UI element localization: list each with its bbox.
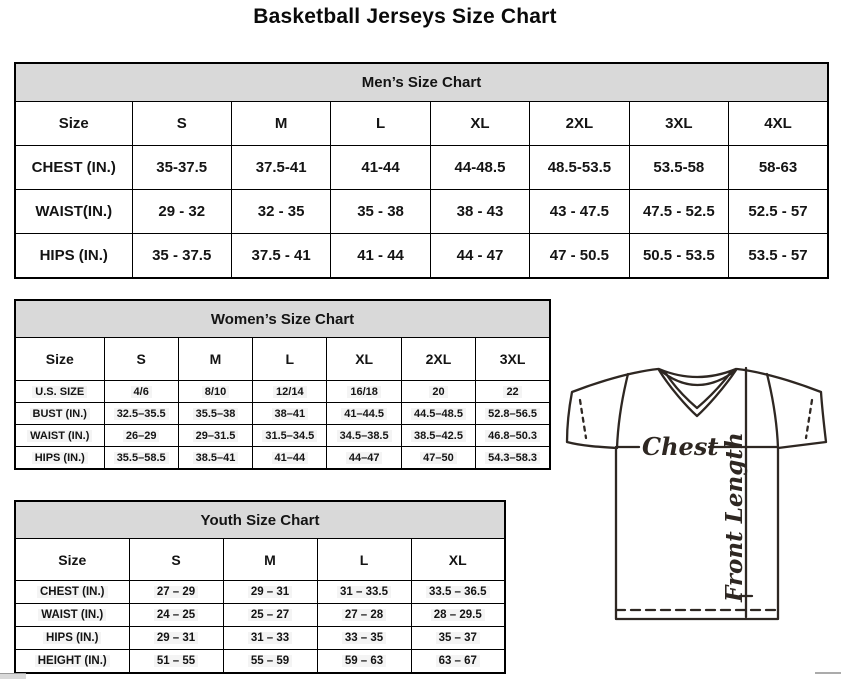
size-cell [729,146,828,190]
size-cell-text: 41 - 44 [357,247,404,264]
row-label-text: HIPS (IN.) [43,632,101,644]
table-row [15,146,828,190]
size-cell [401,403,475,425]
size-cell [327,381,401,403]
size-cell [629,190,728,234]
column-header: 3XL [629,102,728,146]
column-header: M [231,102,330,146]
size-cell-text: 54.3–58.3 [485,452,540,464]
column-header: XL [327,338,401,381]
size-cell [253,447,327,470]
size-cell-text: 31 – 33 [248,632,292,644]
row-label [15,650,129,674]
row-label [15,447,104,470]
size-cell-text: 4/6 [131,386,152,398]
row-label [15,627,129,650]
row-label [15,581,129,604]
column-header: S [104,338,178,381]
size-cell-text: 51 – 55 [154,655,198,667]
size-cell [178,403,252,425]
left-sleeve-seam-icon [617,374,628,448]
table-row [15,650,505,674]
right-sleeve-seam-icon [767,374,778,448]
column-header: Size [15,102,132,146]
size-header-row [15,102,828,146]
size-cell-text: 59 – 63 [342,655,386,667]
size-cell [430,146,529,190]
table-row [15,234,828,279]
row-label-text: HIPS (IN.) [39,247,108,264]
size-cell [104,381,178,403]
size-cell [530,146,629,190]
row-label-text: BUST (IN.) [30,408,90,420]
size-cell [430,190,529,234]
size-cell [530,190,629,234]
size-cell [178,425,252,447]
table-row [15,627,505,650]
size-cell-text: 35-37.5 [156,159,208,176]
size-cell [317,650,411,674]
row-label [15,425,104,447]
size-cell [317,581,411,604]
size-cell-text: 26–29 [123,430,160,442]
size-cell-text: 34.5–38.5 [337,430,392,442]
column-header: S [129,539,223,581]
table-row [15,403,550,425]
column-header: S [132,102,231,146]
size-cell [401,447,475,470]
size-cell-text: 38 - 43 [456,203,504,220]
size-cell-text: 47–50 [420,452,457,464]
size-cell [253,403,327,425]
column-header: L [253,338,327,381]
size-cell-text: 35.5–58.5 [114,452,169,464]
size-cell [132,190,231,234]
size-cell-text: 29 - 32 [158,203,206,220]
size-cell [129,627,223,650]
row-label-text: CHEST (IN.) [37,586,108,598]
jersey-measurement-diagram [560,358,840,633]
table-title-row [15,63,828,102]
size-cell [629,234,728,279]
size-cell-text: 41–44.5 [341,408,387,420]
right-sleeve-dash-icon [806,400,812,438]
size-cell [223,604,317,627]
size-cell-text: 25 – 27 [248,609,292,621]
table-row [15,381,550,403]
row-label-text: WAIST (IN.) [27,430,92,442]
size-cell-text: 43 - 47.5 [549,203,609,220]
size-cell [104,403,178,425]
size-cell [178,381,252,403]
size-cell-text: 33.5 – 36.5 [426,586,490,598]
cropped-table-fragment-left [0,673,26,679]
size-cell-text: 31 – 33.5 [337,586,391,598]
size-cell-text: 22 [503,386,521,398]
column-header: XL [411,539,505,581]
size-cell-text: 44 - 47 [456,247,504,264]
size-cell [401,381,475,403]
size-cell-text: 29–31.5 [193,430,239,442]
size-cell [476,447,550,470]
size-cell-text: 24 – 25 [154,609,198,621]
size-cell [327,447,401,470]
size-cell [411,581,505,604]
size-cell [331,146,430,190]
size-cell-text: 38.5–41 [193,452,239,464]
size-cell-text: 32.5–35.5 [114,408,169,420]
size-cell-text: 16/18 [347,386,381,398]
size-cell [327,403,401,425]
row-label [15,234,132,279]
size-cell-text: 33 – 35 [342,632,386,644]
size-cell [629,146,728,190]
size-cell-text: 35 – 37 [436,632,480,644]
row-label [15,146,132,190]
front-length-label: Front Length [721,432,748,602]
row-label-text: WAIST(IN.) [35,203,113,220]
size-cell-text: 35 - 38 [357,203,404,220]
column-header: XL [430,102,529,146]
chest-label: Chest [642,432,719,461]
size-cell-text: 37.5-41 [255,159,307,176]
size-cell-text: 55 – 59 [248,655,292,667]
size-cell-text: 41–44 [272,452,309,464]
size-cell-text: 63 – 67 [436,655,480,667]
size-cell-text: 41-44 [361,159,400,176]
size-cell-text: 31.5–34.5 [262,430,317,442]
size-cell-text: 20 [429,386,447,398]
left-sleeve-dash-icon [580,400,586,438]
cropped-table-fragment-right [815,672,841,674]
row-label [15,381,104,403]
column-header: L [331,102,430,146]
table-row [15,447,550,470]
size-cell [430,234,529,279]
size-cell-text: 58-63 [758,159,798,176]
table-title: Men’s Size Chart [15,63,828,102]
column-header: Size [15,338,104,381]
size-cell-text: 27 – 28 [342,609,386,621]
table-title: Youth Size Chart [15,501,505,539]
size-cell-text: 53.5-58 [653,159,705,176]
size-cell [223,627,317,650]
mens-size-table [14,62,829,279]
size-cell [132,146,231,190]
size-cell [231,234,330,279]
size-cell [327,425,401,447]
size-cell [129,581,223,604]
table-title-row [15,501,505,539]
size-cell-text: 35 - 37.5 [152,247,212,264]
size-cell [729,234,828,279]
youth-size-table [14,500,506,674]
size-cell [129,650,223,674]
size-cell [104,425,178,447]
size-cell-text: 12/14 [273,386,307,398]
size-cell [253,381,327,403]
size-cell-text: 32 - 35 [257,203,305,220]
size-cell [476,403,550,425]
size-cell-text: 38–41 [272,408,309,420]
size-cell-text: 52.5 - 57 [748,203,808,220]
row-label [15,403,104,425]
size-cell [178,447,252,470]
table-title-row [15,300,550,338]
column-header: 3XL [476,338,550,381]
size-cell [476,425,550,447]
size-cell-text: 29 – 31 [248,586,292,598]
size-cell [231,146,330,190]
size-cell [331,234,430,279]
size-cell [411,650,505,674]
size-cell [401,425,475,447]
size-cell [317,627,411,650]
collar-back-outer-icon [659,369,736,377]
size-cell-text: 28 – 29.5 [431,609,485,621]
size-cell-text: 47.5 - 52.5 [642,203,715,220]
size-cell [231,190,330,234]
size-cell-text: 53.5 - 57 [748,247,808,264]
size-cell [331,190,430,234]
size-header-row [15,539,505,581]
size-cell [253,425,327,447]
size-cell-text: 35.5–38 [193,408,239,420]
column-header: L [317,539,411,581]
size-cell-text: 8/10 [202,386,229,398]
table-title: Women’s Size Chart [15,300,550,338]
size-cell-text: 44–47 [346,452,383,464]
size-cell-text: 29 – 31 [154,632,198,644]
size-cell [104,447,178,470]
row-label-text: HIPS (IN.) [32,452,88,464]
size-header-row [15,338,550,381]
size-cell [476,381,550,403]
size-cell-text: 52.8–56.5 [485,408,540,420]
table-row [15,190,828,234]
size-cell-text: 50.5 - 53.5 [642,247,715,264]
column-header: 2XL [530,102,629,146]
size-cell-text: 27 – 29 [154,586,198,598]
size-cell-text: 46.8–50.3 [485,430,540,442]
size-cell [411,604,505,627]
column-header: 4XL [729,102,828,146]
size-cell-text: 38.5–42.5 [411,430,466,442]
size-cell [129,604,223,627]
size-cell [223,650,317,674]
row-label-text: CHEST (IN.) [31,159,116,176]
size-cell [729,190,828,234]
column-header: Size [15,539,129,581]
row-label-text: HEIGHT (IN.) [35,655,110,667]
size-cell [317,604,411,627]
size-cell-text: 37.5 - 41 [251,247,311,264]
column-header: 2XL [401,338,475,381]
size-cell [223,581,317,604]
row-label [15,604,129,627]
page-title: Basketball Jerseys Size Chart [253,5,557,28]
size-cell-text: 44.5–48.5 [411,408,466,420]
row-label-text: WAIST (IN.) [38,609,106,621]
size-cell [530,234,629,279]
size-cell-text: 47 - 50.5 [549,247,609,264]
table-row [15,581,505,604]
table-row [15,425,550,447]
column-header: M [223,539,317,581]
table-row [15,604,505,627]
row-label-text: U.S. SIZE [32,386,87,398]
size-cell-text: 48.5-53.5 [547,159,612,176]
column-header: M [178,338,252,381]
row-label [15,190,132,234]
size-cell [132,234,231,279]
size-cell [411,627,505,650]
womens-size-table [14,299,551,470]
size-cell-text: 44-48.5 [454,159,506,176]
